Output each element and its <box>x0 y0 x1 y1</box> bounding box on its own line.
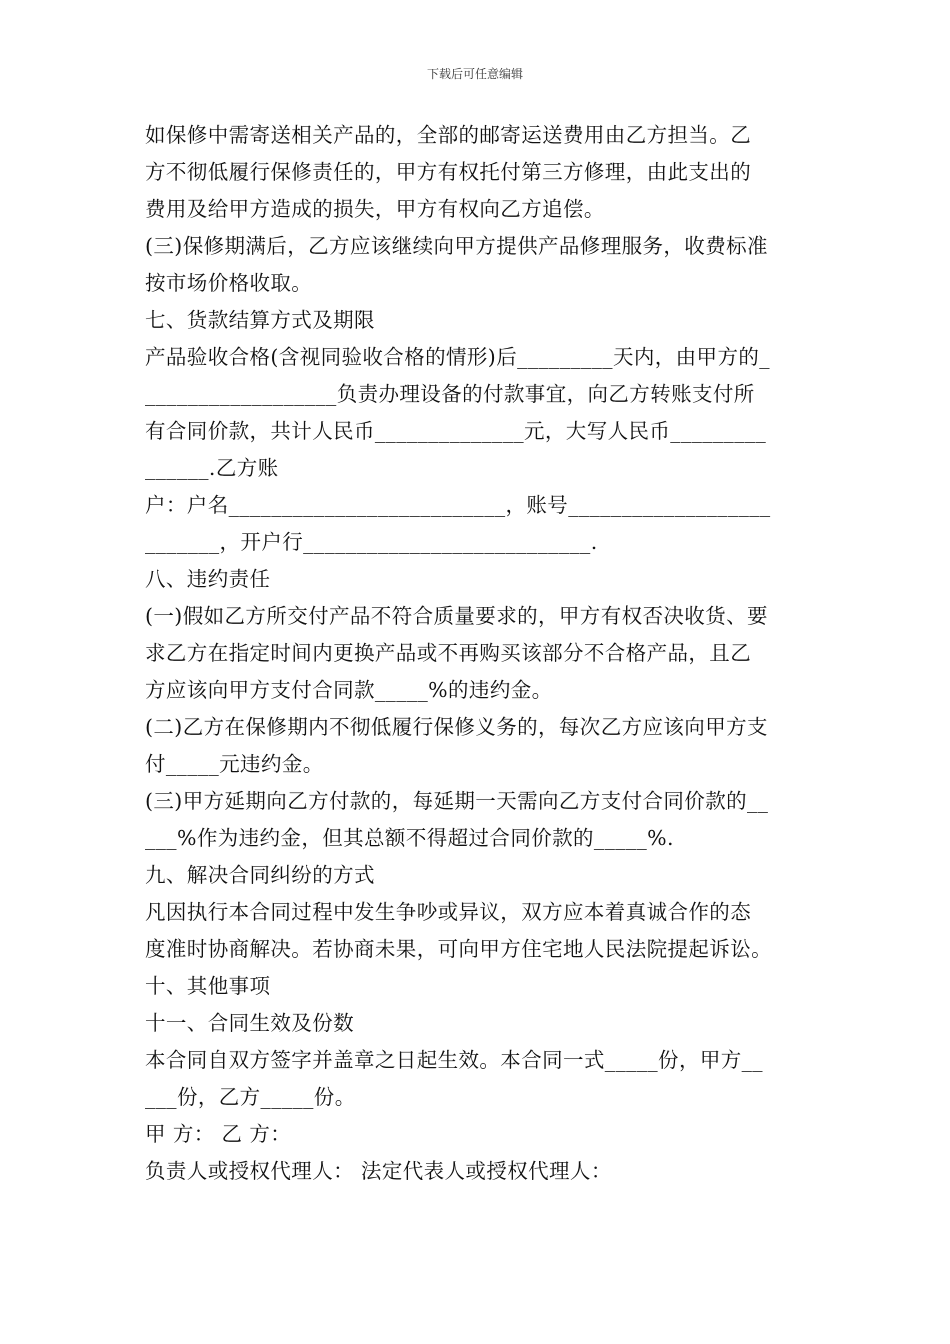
text-line: 本合同自双方签字并盖章之日起生效。本合同一式_____份，甲方__ <box>145 1048 763 1072</box>
text-line: 付_____元违约金。 <box>145 752 324 776</box>
signature-parties-line: 甲 方： 乙 方： <box>145 1122 292 1146</box>
signature-representatives-line: 负责人或授权代理人： 法定代表人或授权代理人： <box>145 1159 612 1183</box>
text-line: ______.乙方账 <box>145 456 279 480</box>
section-heading: 十一、合同生效及份数 <box>145 1011 354 1035</box>
text-line: ___份，乙方_____份。 <box>145 1085 356 1109</box>
text-line: _______，开户行___________________________. <box>145 530 598 554</box>
text-line: 求乙方在指定时间内更换产品或不再购买该部分不合格产品，且乙 <box>145 641 752 665</box>
text-line: 费用及给甲方造成的损失，甲方有权向乙方追偿。 <box>145 197 605 221</box>
text-line: 如保修中需寄送相关产品的，全部的邮寄运送费用由乙方担当。乙 <box>145 123 752 147</box>
section-heading: 七、货款结算方式及期限 <box>145 308 375 332</box>
section-heading: 九、解决合同纠纷的方式 <box>145 863 375 887</box>
text-line: (三)保修期满后，乙方应该继续向甲方提供产品修理服务，收费标准 <box>145 234 768 258</box>
text-line: 户：户名__________________________，账号___________________ <box>145 493 771 517</box>
text-line: 度准时协商解决。若协商未果，可向甲方住宅地人民法院提起诉讼。 <box>145 937 772 961</box>
text-line: 凡因执行本合同过程中发生争吵或异议，双方应本着真诚合作的态 <box>145 900 752 924</box>
text-line: 方不彻低履行保修责任的，甲方有权托付第三方修理，由此支出的 <box>145 160 752 184</box>
page-header: 下载后可任意编辑 <box>426 67 523 81</box>
text-line: (三)甲方延期向乙方付款的，每延期一天需向乙方支付合同价款的__ <box>145 789 769 813</box>
document-body <box>145 117 810 1190</box>
section-heading: 十、其他事项 <box>145 974 271 998</box>
text-line: ___%作为违约金，但其总额不得超过合同价款的_____%. <box>145 826 674 850</box>
text-line: 有合同价款，共计人民币______________元，大写人民币_________ <box>145 419 767 443</box>
section-heading: 八、违约责任 <box>145 567 271 591</box>
text-line: 产品验收合格(含视同验收合格的情形)后_________天内，由甲方的_ <box>145 345 770 369</box>
text-line: (一)假如乙方所交付产品不符合质量要求的，甲方有权否决收货、要 <box>145 604 768 628</box>
text-line: 按市场价格收取。 <box>145 271 313 295</box>
text-line: 方应该向甲方支付合同款_____%的违约金。 <box>145 678 553 702</box>
text-line: (二)乙方在保修期内不彻低履行保修义务的，每次乙方应该向甲方支 <box>145 715 768 739</box>
text-line: __________________负责办理设备的付款事宜，向乙方转账支付所 <box>145 382 755 406</box>
